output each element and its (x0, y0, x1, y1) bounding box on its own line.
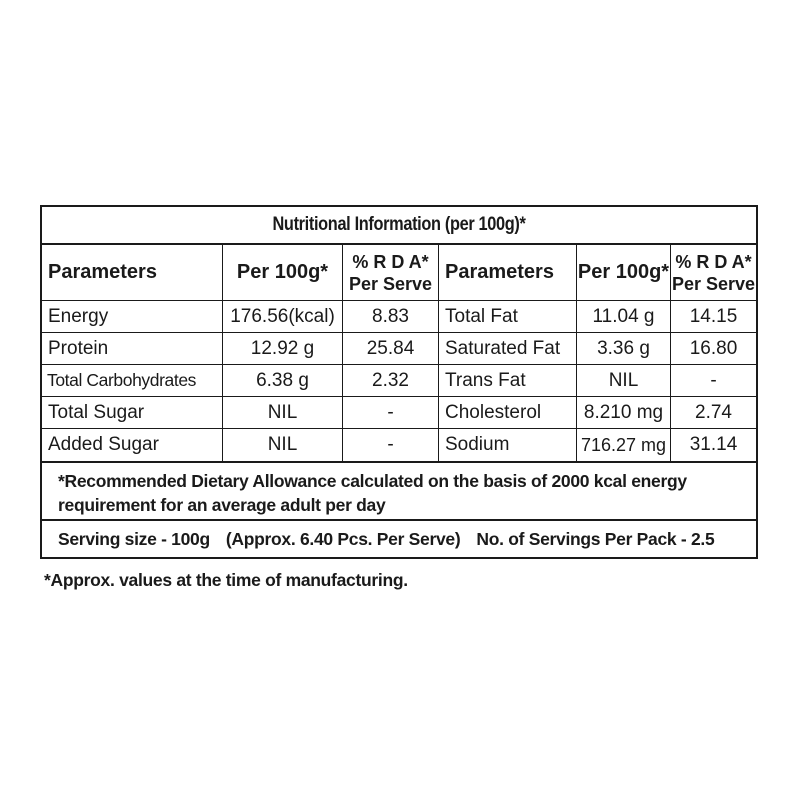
cell-rda-left: 2.32 (342, 365, 438, 396)
approx-footnote: *Approx. values at the time of manufacturing. (44, 570, 408, 590)
cell-rda-left: 25.84 (342, 333, 438, 364)
cell-param-right: Total Fat (438, 301, 576, 332)
cell-value-left: NIL (222, 397, 342, 428)
cell-param-left: Total Sugar (48, 401, 145, 423)
table-row (42, 333, 756, 365)
cell-param-left: Total Carbohydrates (47, 370, 197, 390)
cell-value-left: 12.92 g (222, 333, 342, 364)
cell-param-left: Protein (48, 337, 109, 359)
rda-note-line2: requirement for an average adult per day (58, 495, 386, 515)
table-row (42, 429, 756, 461)
rda-note (42, 463, 756, 521)
panel-title: Nutritional Information (per 100g)* (272, 214, 526, 235)
cell-value-left: 6.38 g (222, 365, 342, 396)
header-parameters-right: Parameters (438, 245, 576, 300)
cell-rda-left: 8.83 (342, 301, 438, 332)
cell-param-left: Energy (48, 305, 109, 327)
header-rda-right (670, 245, 756, 300)
header-per100-right: Per 100g* (576, 245, 670, 300)
cell-value-right: 8.210 mg (576, 397, 670, 428)
table-row (42, 365, 756, 397)
header-rda-right-line2: Per Serve (671, 273, 756, 294)
cell-rda-left: - (342, 397, 438, 428)
header-rda-left-line1: % R D A* (352, 251, 429, 272)
serving-info (42, 521, 756, 557)
cell-value-right: 11.04 g (576, 301, 670, 332)
header-parameters-left: Parameters (48, 261, 157, 283)
table-row (42, 397, 756, 429)
header-rda-left-line2: Per Serve (348, 273, 433, 294)
cell-param-right: Sodium (438, 429, 576, 461)
cell-rda-right: 14.15 (670, 301, 756, 332)
header-per100-left: Per 100g* (222, 245, 342, 300)
serving-size: Serving size - 100g (58, 528, 210, 549)
servings-per-pack: No. of Servings Per Pack - 2.5 (476, 528, 715, 549)
header-rda-left (342, 245, 438, 300)
cell-value-left: 176.56(kcal) (222, 301, 342, 332)
table-row (42, 301, 756, 333)
cell-value-right: 3.36 g (576, 333, 670, 364)
table-header-row (42, 245, 756, 301)
nutrition-table (42, 243, 756, 463)
cell-rda-right: 16.80 (670, 333, 756, 364)
cell-value-right: 716.27 mg (576, 429, 670, 461)
cell-rda-right: 2.74 (670, 397, 756, 428)
cell-param-right: Saturated Fat (438, 333, 576, 364)
cell-value-right: NIL (576, 365, 670, 396)
rda-note-line1: *Recommended Dietary Allowance calculated on the basis of 2000 kcal energy (58, 471, 687, 491)
cell-rda-left: - (342, 429, 438, 461)
nutrition-panel (40, 205, 758, 559)
cell-value-left: NIL (222, 429, 342, 461)
cell-rda-right: - (670, 365, 756, 396)
cell-param-left: Added Sugar (48, 434, 159, 455)
cell-param-right: Cholesterol (438, 397, 576, 428)
cell-rda-right: 31.14 (670, 429, 756, 461)
cell-param-right: Trans Fat (438, 365, 576, 396)
serving-approx: (Approx. 6.40 Pcs. Per Serve) (225, 528, 461, 549)
header-rda-right-line1: % R D A* (675, 251, 752, 272)
